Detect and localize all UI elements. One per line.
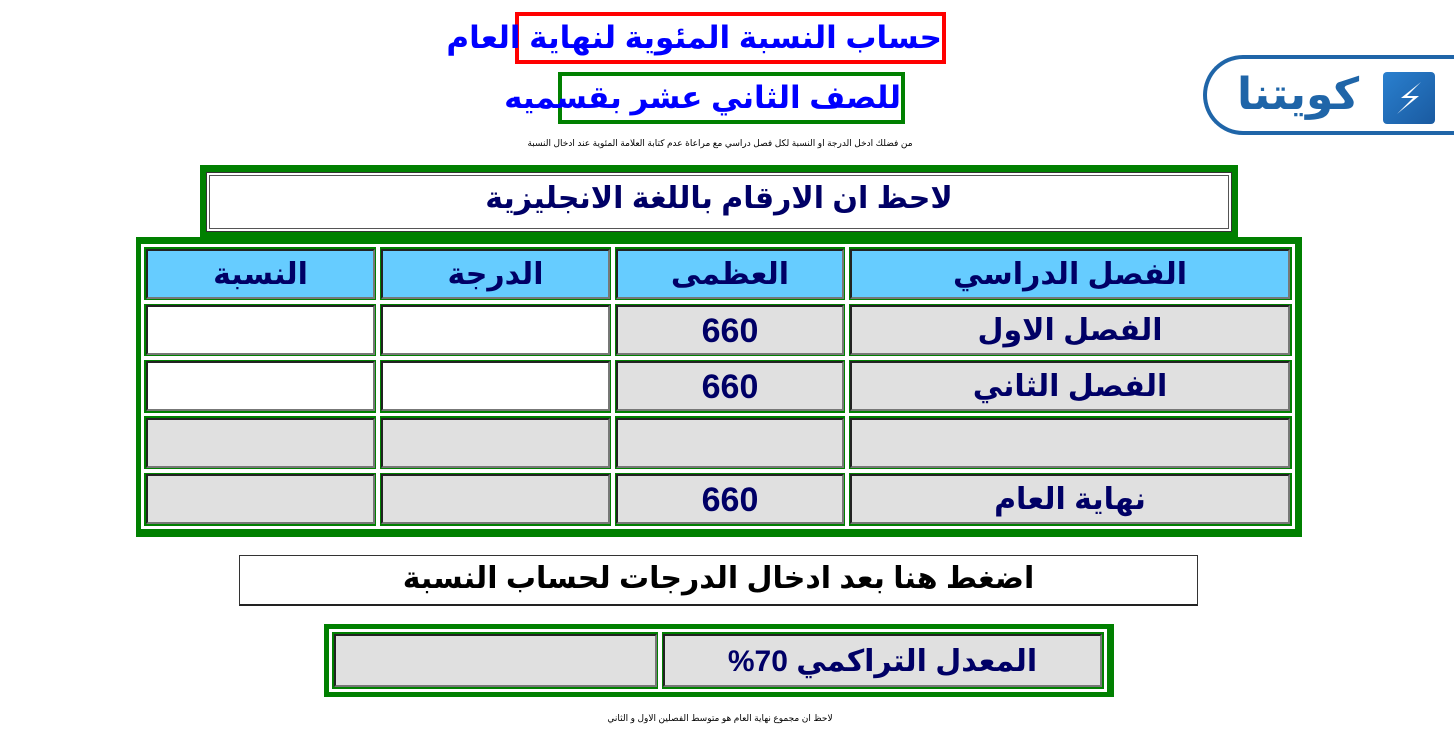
- row3-percent: [142, 414, 379, 472]
- instruction-text: من فضلك ادخل الدرجة او النسبة لكل فصل دراسي مع مراعاة عدم كتابة العلامة المئوية عند ادخال النسبة: [527, 138, 913, 148]
- row4-percent-output: [142, 470, 379, 528]
- result-table: [324, 624, 1114, 697]
- row2-grade-input[interactable]: [377, 357, 614, 415]
- row4-max: 660: [612, 470, 848, 528]
- row1-grade-input[interactable]: [377, 301, 614, 359]
- calculate-button[interactable]: اضغط هنا بعد ادخال الدرجات لحساب النسبة: [239, 555, 1198, 606]
- row4-grade-output: [377, 470, 614, 528]
- row3-term: [846, 414, 1294, 472]
- header-max: العظمى: [612, 245, 848, 303]
- notice-frame: [200, 165, 1238, 239]
- row3-grade: [377, 414, 614, 472]
- result-label: المعدل التراكمي 70%: [659, 630, 1106, 691]
- page-subtitle: للصف الثاني عشر بقسميه: [558, 72, 905, 124]
- row2-percent-input[interactable]: [142, 357, 379, 415]
- row1-term: الفصل الاول: [846, 301, 1294, 359]
- result-value: [330, 630, 661, 691]
- notice-box: [207, 173, 1231, 231]
- row1-percent-input[interactable]: [142, 301, 379, 359]
- grades-table: [136, 237, 1302, 537]
- header-percent: النسبة: [142, 245, 379, 303]
- logo-text: كويتنا: [1237, 70, 1360, 119]
- page-title: حساب النسبة المئوية لنهاية العام: [515, 12, 946, 64]
- row2-max: 660: [612, 357, 848, 415]
- row2-term: الفصل الثاني: [846, 357, 1294, 415]
- header-term: الفصل الدراسي: [846, 245, 1294, 303]
- row4-term: نهاية العام: [846, 470, 1294, 528]
- site-logo[interactable]: [1203, 55, 1454, 135]
- row1-max: 660: [612, 301, 848, 359]
- row3-max: [612, 414, 848, 472]
- header-grade: الدرجة: [377, 245, 614, 303]
- notice-text: لاحظ ان الارقام باللغة الانجليزية: [485, 182, 953, 215]
- lightning-s-icon: [1383, 72, 1435, 124]
- footnote-text: لاحظ ان مجموع نهاية العام هو متوسط الفصلين الاول و الثاني: [607, 713, 833, 723]
